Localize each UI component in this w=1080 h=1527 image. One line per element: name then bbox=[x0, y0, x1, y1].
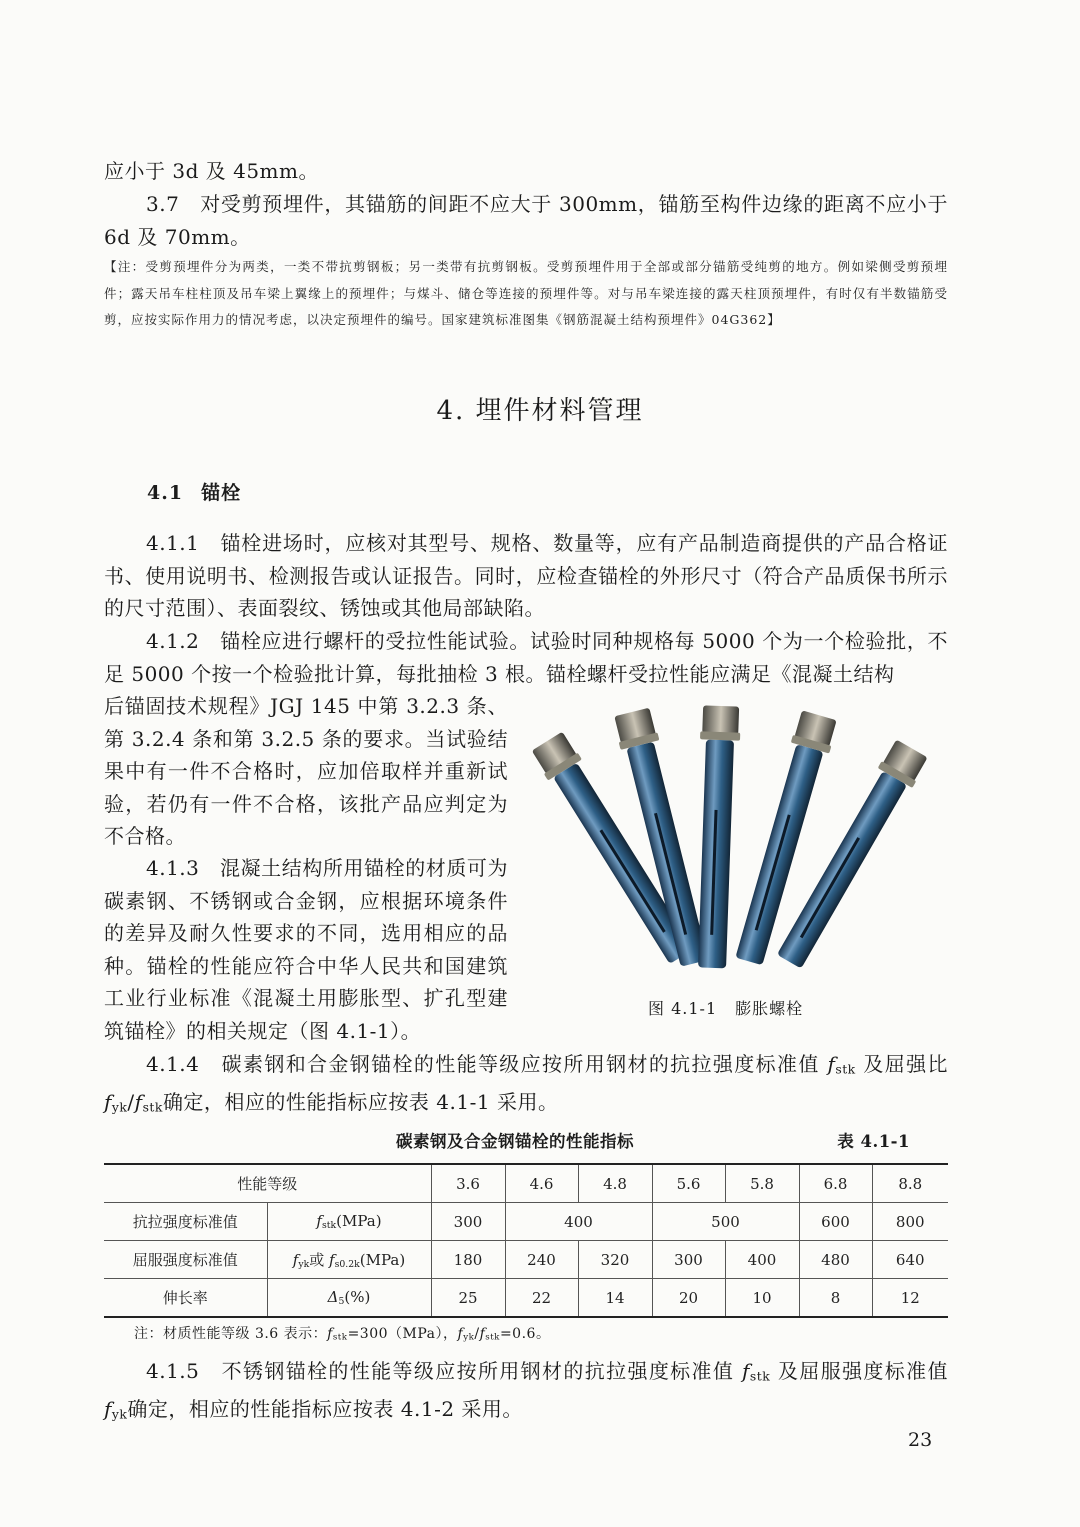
clause-4-1-5 bbox=[104, 1355, 948, 1431]
subscript-yk: yk bbox=[111, 1406, 128, 1422]
subscript-stk: stk bbox=[321, 1219, 337, 1231]
value-cell: 400 bbox=[505, 1203, 652, 1241]
section-title: 锚栓 bbox=[201, 482, 242, 504]
grade-cell: 5.8 bbox=[725, 1164, 799, 1203]
grade-cell: 4.8 bbox=[578, 1164, 652, 1203]
symbol-f: f bbox=[479, 1326, 486, 1342]
slash: / bbox=[127, 1089, 135, 1114]
value-cell: 640 bbox=[872, 1241, 948, 1279]
table-note bbox=[134, 1323, 550, 1343]
symbol-cell bbox=[267, 1279, 431, 1318]
value-cell: 240 bbox=[505, 1241, 578, 1279]
clause-4-1-5-text-c: 确定，相应的性能指标应按表 4.1-2 采用。 bbox=[127, 1396, 523, 1421]
figure-label: 图 4.1-1 bbox=[648, 999, 718, 1018]
value-cell: 500 bbox=[652, 1203, 799, 1241]
subscript-stk: stk bbox=[332, 1332, 348, 1343]
symbol-f: f bbox=[327, 1326, 333, 1342]
value-cell: 22 bbox=[505, 1279, 578, 1318]
clause-3-7: 3.7 对受剪预埋件，其锚筋的间距不应大于 300mm，锚筋至构件边缘的距离不应小于 6d 及 70mm。 bbox=[104, 192, 948, 249]
row-label-cell: 屈服强度标准值 bbox=[104, 1241, 267, 1279]
clause-4-1-5-text-a: 4.1.5 不锈钢锚栓的性能等级应按所用钢材的抗拉强度标准值 bbox=[146, 1359, 742, 1383]
subscript-s02k: s0.2k bbox=[334, 1258, 360, 1270]
symbol-delta: Δ bbox=[327, 1288, 339, 1307]
value-cell: 25 bbox=[431, 1279, 505, 1318]
subscript-5: 5 bbox=[338, 1295, 345, 1307]
table-title: 碳素钢及合金钢锚栓的性能指标 bbox=[396, 1132, 634, 1151]
clause-4-1-4 bbox=[104, 1048, 948, 1124]
slash: / bbox=[474, 1326, 480, 1342]
row-label-cell: 伸长率 bbox=[104, 1279, 267, 1318]
symbol-f: f bbox=[457, 1326, 464, 1342]
grade-cell: 5.6 bbox=[652, 1164, 725, 1203]
section-number: 4.1 bbox=[147, 482, 184, 504]
table-row-tensile bbox=[104, 1203, 948, 1241]
symbol-f: f bbox=[827, 1052, 836, 1076]
subscript-yk: yk bbox=[298, 1258, 310, 1270]
value-cell: 10 bbox=[725, 1279, 799, 1318]
clause-4-1-1: 4.1.1 锚栓进场时，应核对其型号、规格、数量等，应有产品制造商提供的产品合格证书、使用说明书、检测报告或认证报告。同时，应检查锚栓的外形尺寸（符合产品质保书所示的尺寸范围）、表面裂纹、锈蚀或其他局部缺陷。 bbox=[104, 531, 948, 620]
table-note-text-b: =300（MPa）， bbox=[347, 1326, 458, 1342]
subscript-stk: stk bbox=[749, 1368, 771, 1384]
clause-4-1-2: 4.1.2 锚栓应进行螺杆的受拉性能试验。试验时同种规格每 5000 个为一个检验批，不足 5000 个按一个检验批计算，每批抽检 3 根。锚栓螺杆受拉性能应满足《混凝土结构 bbox=[104, 629, 948, 686]
table-row-elongation bbox=[104, 1279, 948, 1318]
figure-caption bbox=[520, 996, 1000, 1019]
value-cell: 400 bbox=[725, 1241, 799, 1279]
clause-4-1-4-text-b: 及屈强比 bbox=[855, 1052, 949, 1076]
row-label-cell: 抗拉强度标准值 bbox=[104, 1203, 267, 1241]
grade-cell: 6.8 bbox=[799, 1164, 872, 1203]
value-cell: 320 bbox=[578, 1241, 652, 1279]
clause-4-1-5-text-b: 及屈服强度标准值 bbox=[770, 1359, 949, 1383]
symbol-f: f bbox=[742, 1359, 750, 1383]
grade-cell: 8.8 bbox=[872, 1164, 948, 1203]
grade-cell: 4.6 bbox=[505, 1164, 578, 1203]
subscript-yk: yk bbox=[463, 1332, 475, 1343]
clause-4-1-2-cont: 后锚固技术规程》JGJ 145 中第 3.2.3 条、第 3.2.4 条和第 3.2.5 条的要求。当试验结果中有一件不合格时，应加倍取样并重新试验，若仍有一件不合格，该批产品应判定为不合格。 bbox=[104, 694, 508, 848]
value-cell: 300 bbox=[652, 1241, 725, 1279]
value-cell: 480 bbox=[799, 1241, 872, 1279]
value-cell: 300 bbox=[431, 1203, 505, 1241]
page-number: 23 bbox=[908, 1429, 933, 1451]
value-cell: 12 bbox=[872, 1279, 948, 1318]
figure-title: 膨胀螺栓 bbox=[735, 999, 804, 1018]
clause-note: 【注：受剪预埋件分为两类，一类不带抗剪钢板；另一类带有抗剪钢板。受剪预埋件用于全部或部分锚筋受纯剪的地方。例如梁侧受剪预埋件；露天吊车柱柱顶及吊车梁上翼缘上的预埋件；与煤斗、储仓等连接的预埋件等。对与吊车梁连接的露天柱顶预埋件，有时仅有半数锚筋受剪，应按实际作用力的情况考虑，以决定预埋件的编号。国家建筑标准图集《钢筋混凝土结构预埋件》04G362】 bbox=[104, 259, 948, 327]
chapter-title: 4. 埋件材料管理 bbox=[436, 396, 644, 426]
symbol-f: f bbox=[134, 1089, 143, 1114]
subscript-yk: yk bbox=[111, 1099, 128, 1115]
unit-text: (MPa) bbox=[336, 1212, 382, 1231]
bolt-3 bbox=[692, 705, 741, 968]
value-cell: 14 bbox=[578, 1279, 652, 1318]
symbol-f: f bbox=[292, 1251, 299, 1269]
grade-cell: 3.6 bbox=[431, 1164, 505, 1203]
symbol-f: f bbox=[104, 1089, 112, 1114]
table-note-text-c: =0.6。 bbox=[499, 1326, 551, 1342]
subscript-stk: stk bbox=[835, 1061, 856, 1077]
symbol-cell bbox=[267, 1203, 431, 1241]
value-cell: 20 bbox=[652, 1279, 725, 1318]
expansion-bolts-photo bbox=[520, 700, 940, 982]
symbol-f: f bbox=[104, 1396, 112, 1421]
table-caption bbox=[104, 1128, 948, 1154]
clause-4-1-4-text-a: 4.1.4 碳素钢和合金钢锚栓的性能等级应按所用钢材的抗拉强度标准值 bbox=[146, 1052, 828, 1076]
clause-4-1-3: 4.1.3 混凝土结构所用锚栓的材质可为碳素钢、不锈钢或合金钢，应根据环境条件的差异及耐久性要求的不同，选用相应的品种。锚栓的性能应符合中华人民共和国建筑工业行业标准《混凝土用膨胀型、扩孔型建筑锚栓》的相关规定（图 4.1-1）。 bbox=[104, 856, 508, 1043]
symbol-cell bbox=[267, 1241, 431, 1279]
table-row-yield bbox=[104, 1241, 948, 1279]
symbol-f: f bbox=[329, 1251, 335, 1269]
or-text: 或 bbox=[309, 1251, 330, 1269]
value-cell: 180 bbox=[431, 1241, 505, 1279]
table-number: 表 4.1-1 bbox=[837, 1132, 910, 1151]
unit-text: (%) bbox=[344, 1288, 371, 1307]
table-note-text-a: 注：材质性能等级 3.6 表示： bbox=[134, 1326, 328, 1342]
grade-header-cell: 性能等级 bbox=[104, 1164, 431, 1203]
subscript-stk: stk bbox=[485, 1332, 500, 1343]
value-cell: 8 bbox=[799, 1279, 872, 1318]
value-cell: 600 bbox=[799, 1203, 872, 1241]
section-heading bbox=[147, 478, 241, 505]
performance-table bbox=[104, 1163, 948, 1318]
value-cell: 800 bbox=[872, 1203, 948, 1241]
table-row-grades bbox=[104, 1164, 948, 1203]
unit-text: (MPa) bbox=[359, 1251, 406, 1269]
clause-4-1-4-text-c: 确定，相应的性能指标应按表 4.1-1 采用。 bbox=[162, 1089, 559, 1114]
symbol-f: f bbox=[316, 1212, 322, 1231]
subscript-stk: stk bbox=[142, 1099, 163, 1115]
continued-line: 应小于 3d 及 45mm。 bbox=[104, 159, 319, 183]
